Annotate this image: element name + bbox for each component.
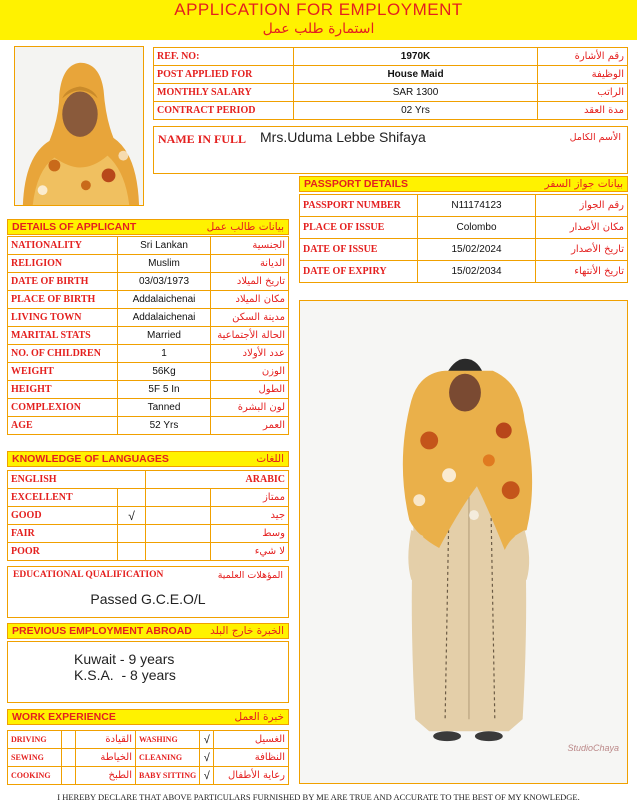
applicant-row-label: COMPLEXION (8, 399, 118, 417)
passport-row (300, 217, 628, 239)
passport-row-ar: مكان الأصدار (536, 217, 628, 239)
education-value: Passed G.C.E.O/L (90, 591, 206, 607)
form-title-ar: استمارة طلب عمل (262, 21, 375, 37)
applicant-table (7, 236, 289, 435)
full-name-label: NAME IN FULL (158, 132, 247, 146)
salary-value: SAR 1300 (294, 84, 538, 102)
passport-row (300, 195, 628, 217)
applicant-row-label: MARITAL STATS (8, 327, 118, 345)
applicant-row-label: RELIGION (8, 255, 118, 273)
language-row-ar: جيد (211, 507, 289, 525)
passport-row-label: DATE OF EXPIRY (300, 261, 418, 283)
work-row (8, 731, 289, 749)
languages-section-title: KNOWLEDGE OF LANGUAGES (12, 453, 169, 465)
language-english-mark (118, 525, 146, 543)
applicant-row-value: Addalaichenai (118, 291, 211, 309)
applicant-row-ar: العمر (211, 417, 289, 435)
work-left-mark (62, 767, 76, 785)
language-arabic-mark (146, 507, 211, 525)
portrait-photo (14, 46, 144, 206)
language-col-arabic: ARABIC (146, 471, 289, 489)
language-english-mark (118, 489, 146, 507)
work-right-ar: النظافة (214, 749, 289, 767)
form-title-en: APPLICATION FOR EMPLOYMENT (174, 0, 463, 19)
applicant-row-value: Married (118, 327, 211, 345)
work-right-mark: √ (200, 767, 214, 785)
work-right-label: BABY SITTING (136, 767, 200, 785)
applicant-section-title-ar: بيانات طالب عمل (206, 221, 284, 233)
passport-row-ar: تاريخ الأنتهاء (536, 261, 628, 283)
education-box (7, 566, 289, 618)
applicant-row (8, 273, 289, 291)
passport-row-value: Colombo (418, 217, 536, 239)
work-left-mark (62, 731, 76, 749)
work-right-mark: √ (200, 749, 214, 767)
work-left-ar: القيادة (76, 731, 136, 749)
applicant-row-label: HEIGHT (8, 381, 118, 399)
applicant-row (8, 237, 289, 255)
applicant-row-value: 52 Yrs (118, 417, 211, 435)
language-row-ar: لا شيء (211, 543, 289, 561)
work-experience-title-ar: خبرة العمل (234, 711, 284, 723)
language-arabic-mark (146, 489, 211, 507)
salary-ar: الراتب (538, 84, 628, 102)
work-left-label: DRIVING (8, 731, 62, 749)
applicant-row (8, 255, 289, 273)
applicant-row (8, 417, 289, 435)
applicant-row-ar: الطول (211, 381, 289, 399)
contract-ar: مدة العقد (538, 102, 628, 120)
previous-employment-header (7, 623, 289, 639)
work-left-ar: الخياطة (76, 749, 136, 767)
work-row (8, 749, 289, 767)
language-col-english: ENGLISH (8, 471, 146, 489)
applicant-row-label: NO. OF CHILDREN (8, 345, 118, 363)
contract-label: CONTRACT PERIOD (154, 102, 294, 120)
work-row (8, 767, 289, 785)
passport-row-label: PASSPORT NUMBER (300, 195, 418, 217)
language-arabic-mark (146, 525, 211, 543)
passport-row-value: N11174123 (418, 195, 536, 217)
language-row-ar: ممتاز (211, 489, 289, 507)
ref-no-value: 1970K (294, 48, 538, 66)
post-ar: الوظيفة (538, 66, 628, 84)
education-label-ar: المؤهلات العلمية (217, 570, 283, 581)
applicant-row-ar: الوزن (211, 363, 289, 381)
passport-row (300, 261, 628, 283)
work-right-mark: √ (200, 731, 214, 749)
language-row (8, 525, 289, 543)
form-header (0, 0, 637, 40)
language-arabic-mark (146, 543, 211, 561)
passport-row-label: PLACE OF ISSUE (300, 217, 418, 239)
passport-row-ar: تاريخ الأصدار (536, 239, 628, 261)
language-english-mark: √ (118, 507, 146, 525)
applicant-row-ar: تاريخ الميلاد (211, 273, 289, 291)
full-name-ar: الأسم الكامل (569, 132, 621, 143)
work-right-label: WASHING (136, 731, 200, 749)
work-left-label: COOKING (8, 767, 62, 785)
applicant-row (8, 327, 289, 345)
applicant-row-label: NATIONALITY (8, 237, 118, 255)
ref-no-label: REF. NO: (154, 48, 294, 66)
applicant-row (8, 309, 289, 327)
applicant-row-ar: مدينة السكن (211, 309, 289, 327)
applicant-row-value: 1 (118, 345, 211, 363)
passport-row-label: DATE OF ISSUE (300, 239, 418, 261)
applicant-row-value: Muslim (118, 255, 211, 273)
language-row-label: POOR (8, 543, 118, 561)
applicant-row-label: PLACE OF BIRTH (8, 291, 118, 309)
applicant-row-label: WEIGHT (8, 363, 118, 381)
work-right-label: CLEANING (136, 749, 200, 767)
applicant-row-label: LIVING TOWN (8, 309, 118, 327)
passport-section-title: PASSPORT DETAILS (304, 178, 409, 190)
languages-section-title-ar: اللغات (256, 453, 284, 465)
applicant-row-ar: الديانة (211, 255, 289, 273)
applicant-section-header (7, 219, 289, 235)
applicant-row-label: DATE OF BIRTH (8, 273, 118, 291)
full-name-box (153, 126, 628, 174)
passport-section-title-ar: بيانات جواز السفر (544, 178, 623, 190)
work-left-mark (62, 749, 76, 767)
post-label: POST APPLIED FOR (154, 66, 294, 84)
work-left-ar: الطبخ (76, 767, 136, 785)
job-details-table (153, 47, 628, 120)
applicant-row (8, 381, 289, 399)
applicant-row (8, 345, 289, 363)
language-row (8, 507, 289, 525)
passport-table (299, 194, 628, 283)
language-english-mark (118, 543, 146, 561)
language-row-label: GOOD (8, 507, 118, 525)
contract-value: 02 Yrs (294, 102, 538, 120)
language-row-label: FAIR (8, 525, 118, 543)
post-value: House Maid (294, 66, 538, 84)
passport-row-value: 15/02/2034 (418, 261, 536, 283)
passport-section-header (299, 176, 628, 192)
declaration-text: I HEREBY DECLARE THAT ABOVE PARTICULARS FURNISHED BY ME ARE TRUE AND ACCURATE TO THE BEST OF MY KNOWLEDGE. (57, 792, 580, 802)
previous-employment-line: K.S.A. - 8 years (74, 667, 176, 683)
languages-section-header (7, 451, 289, 467)
education-label: EDUCATIONAL QUALIFICATION (13, 570, 164, 580)
applicant-row-value: Sri Lankan (118, 237, 211, 255)
applicant-row-ar: عدد الأولاد (211, 345, 289, 363)
work-experience-header (7, 709, 289, 725)
language-row-label: EXCELLENT (8, 489, 118, 507)
language-row (8, 543, 289, 561)
full-length-photo (299, 300, 628, 784)
salary-label: MONTHLY SALARY (154, 84, 294, 102)
applicant-section-title: DETAILS OF APPLICANT (12, 221, 137, 233)
applicant-row (8, 399, 289, 417)
previous-employment-title-ar: الخبرة خارج البلد (210, 625, 284, 637)
applicant-row-value: Tanned (118, 399, 211, 417)
language-row (8, 489, 289, 507)
applicant-row-ar: الجنسية (211, 237, 289, 255)
applicant-row-value: 03/03/1973 (118, 273, 211, 291)
languages-table (7, 470, 289, 561)
work-right-ar: رعاية الأطفال (214, 767, 289, 785)
full-name-value: Mrs.Uduma Lebbe Shifaya (260, 129, 426, 145)
work-experience-title: WORK EXPERIENCE (12, 711, 116, 723)
previous-employment-box (7, 641, 289, 703)
applicant-row (8, 291, 289, 309)
photo-studio-watermark: StudioChaya (567, 743, 619, 753)
work-right-ar: الغسيل (214, 731, 289, 749)
previous-employment-title: PREVIOUS EMPLOYMENT ABROAD (12, 625, 192, 637)
applicant-row-value: 56Kg (118, 363, 211, 381)
applicant-row-ar: مكان الميلاد (211, 291, 289, 309)
ref-no-ar: رقم الأشارة (538, 48, 628, 66)
language-row-ar: وسط (211, 525, 289, 543)
applicant-row-value: Addalaichenai (118, 309, 211, 327)
applicant-row-label: AGE (8, 417, 118, 435)
work-left-label: SEWING (8, 749, 62, 767)
work-experience-table (7, 730, 289, 785)
passport-row-ar: رقم الجواز (536, 195, 628, 217)
applicant-row-ar: لون البشرة (211, 399, 289, 417)
passport-row (300, 239, 628, 261)
applicant-row-ar: الحالة الأجتماعية (211, 327, 289, 345)
applicant-row-value: 5F 5 In (118, 381, 211, 399)
previous-employment-line: Kuwait - 9 years (74, 651, 175, 667)
applicant-row (8, 363, 289, 381)
passport-row-value: 15/02/2024 (418, 239, 536, 261)
